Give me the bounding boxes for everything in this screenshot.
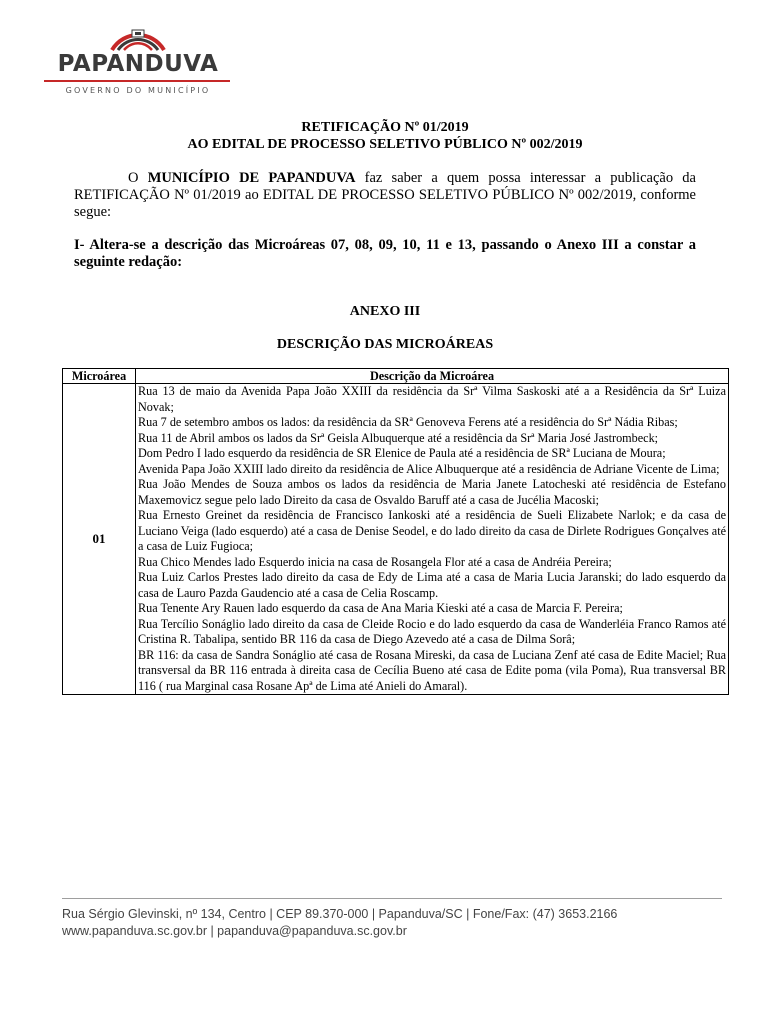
microarea-description [136,384,729,695]
logo-subtitle: GOVERNO DO MUNICÍPIO [65,86,211,95]
header-microarea: Microárea [63,369,136,384]
description-line: Rua Chico Mendes lado Esquerdo inicia na casa de Rosangela Flor até a casa de Andréia Pereira; [138,554,612,569]
footer-address: Rua Sérgio Glevinski, nº 134, Centro | CEP 89.370-000 | Papanduva/SC | Fone/Fax: (47) 3653.2166 [62,907,618,921]
document-subtitle: AO EDITAL DE PROCESSO SELETIVO PÚBLICO Nº 002/2019 [187,137,583,152]
table-row [63,384,729,695]
description-line: Rua Luiz Carlos Prestes lado direito da casa de Edy de Lima até a casa de Maria Lucia Jaranski; do lado esquerdo da casa de Lauro Pazda Gaudencio até a casa de Celia Roscamp. [138,570,726,600]
footer-divider [62,898,722,899]
municipality-name: MUNICÍPIO DE PAPANDUVA [147,170,356,186]
description-line: Rua Ernesto Greinet da residência de Francisco Iankoski até a residência de Sueli Elizabete Narlok; e da casa de Luciano Veiga (lado esquerdo) até a casa de Denise Seodel, e do lado direito da casa de Dirlete Rodrigues Gonçalves até a casa de Luiz Fugioca; [138,508,726,553]
emblem-icon [110,24,166,52]
annex-subtitle: DESCRIÇÃO DAS MICROÁREAS [276,337,494,352]
logo-divider [44,80,230,82]
description-line: Rua Tenente Ary Rauen lado esquerdo da casa de Ana Maria Kieski até a casa de Marcia F. Pereira; [138,601,623,615]
annex-title: ANEXO III [349,304,421,319]
footer-web: www.papanduva.sc.gov.br | papanduva@papanduva.sc.gov.br [62,924,407,938]
intro-prefix: O [128,170,148,186]
description-line: Rua 11 de Abril ambos os lados da Srª Geisla Albuquerque até a residência da Srª Maria José Jastrombeck; [138,430,659,445]
logo-name: PAPANDUVA [57,51,219,77]
description-line: Rua Tercílio Sonáglio lado direito da casa de Cleide Rocio e do lado esquerdo da casa de Wanderléia Franco Ramos até Cristina R. Tabalipa, sentido BR 116 da casa de Diego Azevedo até a casa de Dilma Sorâ; [138,616,726,646]
table-header-row [63,369,729,384]
description-line: Rua 13 de maio da Avenida Papa João XXIII da residência da Srª Vilma Saskoski até a a Residência da Srª Luiza Novak; [138,384,726,414]
intro-text: faz saber a quem possa interessar a publicação da RETIFICAÇÃO Nº 01/2019 ao EDITAL DE PROCESSO SELETIVO PÚBLICO Nº 002/2019, conforme segue: [74,170,696,220]
description-line: BR 116: da casa de Sandra Sonáglio até casa de Rosana Mireski, da casa de Luciana Zenf até casa de Edite Maciel; Rua transversal da BR 116 entrada à direita casa de Cecília Bueno até casa de Edite poma (vila Poma), Rua transversal BR 116 ( rua Marginal casa Rosane Apª de Lima até Anieli do Amaral). [138,647,726,693]
microarea-table [62,368,729,695]
municipality-logo [38,24,238,95]
description-line: Avenida Papa João XXIII lado direito da residência de Alice Albuquerque até a residência de Adriane Vicente de Lima; [138,461,720,476]
section-i-text: I- Altera-se a descrição das Microáreas 07, 08, 09, 10, 11 e 13, passando o Anexo III a constar a seguinte redação: [74,237,696,270]
description-line: Rua 7 de setembro ambos os lados: da residência da SRª Genoveva Ferens até a residência do Srª Nádia Ribas; [138,415,678,429]
description-line: Dom Pedro I lado esquerdo da residência de SR Elenice de Paula até a residência de SRª Luciana de Moura; [138,446,666,460]
header-description: Descrição da Microárea [136,369,729,384]
microarea-number: 01 [63,384,136,695]
intro-paragraph [74,170,696,221]
description-line: Rua João Mendes de Souza ambos os lados da residência de Maria Janete Latocheski até residência de Estefano Maxemovicz segue pelo lado Direito da casa de Osvaldo Baruff até a casa de Jucélia Macoski; [138,477,726,507]
document-title: RETIFICAÇÃO Nº 01/2019 [301,120,469,135]
